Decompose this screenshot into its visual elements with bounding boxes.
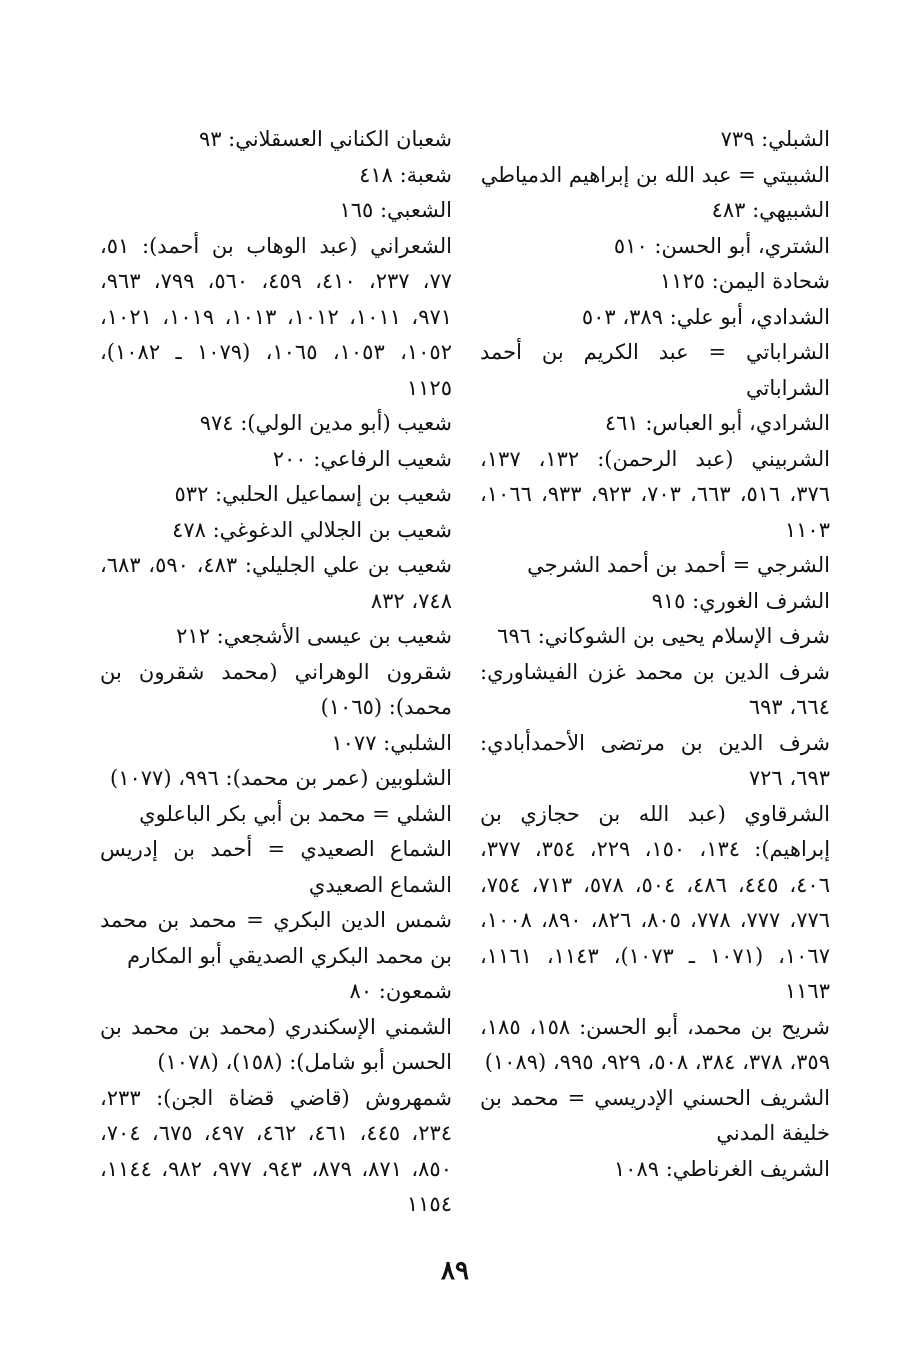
index-entry: شقرون الوهراني (محمد شقرون بن محمد): (١٠٦٥)	[100, 659, 452, 719]
index-entry: الشبلي: ٧٣٩	[720, 127, 830, 151]
index-entry: الشدادي، أبو علي: ٣٨٩، ٥٠٣	[581, 304, 830, 329]
index-entry: الشلبي: ١٠٧٧	[331, 730, 452, 755]
index-entry: شعيب (أبو مدين الولي): ٩٧٤	[199, 411, 452, 435]
index-entry: الشرف الغوري: ٩١٥	[651, 588, 830, 613]
index-entry: الشرادي، أبو العباس: ٤٦١	[604, 411, 830, 435]
index-entry: شرف الإسلام يحيى بن الشوكاني: ٦٩٦	[497, 624, 830, 648]
index-entry: شعيب الرفاعي: ٢٠٠	[272, 446, 452, 471]
index-entry: الشلوبين (عمر بن محمد): ٩٩٦، (١٠٧٧)	[110, 766, 452, 790]
index-entry: الشمني الإسكندري (محمد بن محمد بن الحسن أبو شامل): (١٥٨)، (١٠٧٨)	[100, 1014, 452, 1074]
index-entry: شرف الدين بن محمد غزن الفيشاوري: ٦٦٤، ٦٩٣	[480, 659, 830, 719]
index-column-left	[100, 122, 452, 1223]
index-entry: شعيب بن عيسى الأشجعي: ٢١٢	[176, 624, 452, 648]
index-entry: شعبة: ٤١٨	[359, 162, 452, 187]
index-entry: الشعراني (عبد الوهاب بن أحمد): ٥١، ٧٧، ٢٣٧، ٤١٠، ٤٥٩، ٥٦٠، ٧٩٩، ٩٦٣، ٩٧١، ١٠١١، ١٠١٢، ١٠١٣، ١٠١٩، ١٠٢١، ١٠٥٢، ١٠٥٣، ١٠٦٥، (١٠٧٩ ـ ١٠٨٢)، ١١٢٥	[100, 233, 453, 400]
index-entry: شعيب بن إسماعيل الحلبي: ٥٣٢	[174, 482, 452, 506]
index-entry: شعيب بن علي الجليلي: ٤٨٣، ٥٩٠، ٦٨٣، ٧٤٨، ٨٣٢	[100, 553, 453, 613]
index-entry: الشبيتي = عبد الله بن إبراهيم الدمياطي	[480, 162, 830, 187]
index-entry: شرف الدين بن مرتضى الأحمدأبادي: ٦٩٣، ٧٢٦	[480, 730, 830, 790]
index-entry: الشرجي = أحمد بن أحمد الشرجي	[527, 553, 830, 577]
index-entry: الشربيني (عبد الرحمن): ١٣٢، ١٣٧، ٣٧٦، ٥١٦، ٦٦٣، ٧٠٣، ٩٢٣، ٩٣٣، ١٠٦٦، ١١٠٣	[480, 446, 831, 542]
index-column-right	[480, 122, 830, 1187]
index-entry: الشريف الحسني الإدريسي = محمد بن خليفة المدني	[480, 1085, 830, 1145]
index-entry: شريح بن محمد، أبو الحسن: ١٥٨، ١٨٥، ٣٥٩، ٣٧٨، ٣٨٤، ٥٠٨، ٩٢٩، ٩٩٥، (١٠٨٩)	[480, 1014, 831, 1074]
index-entry: الشماع الصعيدي = أحمد بن إدريس الشماع الصعيدي	[100, 837, 452, 897]
index-entry: شمعون: ٨٠	[349, 979, 452, 1003]
index-entry: الشراباتي = عبد الكريم بن أحمد الشراباتي	[480, 340, 830, 400]
index-entry: الشرقاوي (عبد الله بن حجازي بن إبراهيم): ١٣٤، ١٥٠، ٢٢٩، ٣٥٤، ٣٧٧، ٤٠٦، ٤٤٥، ٤٨٦، ٥٠٤، ٥٧٨، ٧١٣، ٧٥٤، ٧٧٦، ٧٧٧، ٧٧٨، ٨٠٥، ٨٢٦، ٨٩٠، ١٠٠٨، ١٠٦٧، (١٠٧١ ـ ١٠٧٣)، ١١٤٣، ١١٦١، ١١٦٣	[480, 801, 831, 1003]
index-entry: الشعبي: ١٦٥	[339, 198, 452, 222]
index-entry: شمهروش (قاضي قضاة الجن): ٢٣٣، ٢٣٤، ٤٤٥، ٤٦١، ٤٦٢، ٤٩٧، ٦٧٥، ٧٠٤، ٨٥٠، ٨٧١، ٨٧٩، ٩٤٣، ٩٧٧، ٩٨٢، ١١٤٤، ١١٥٤	[100, 1085, 453, 1216]
index-entry: شمس الدين البكري = محمد بن محمد بن محمد البكري الصديقي أبو المكارم	[100, 908, 452, 968]
index-entry: شحادة اليمن: ١١٢٥	[659, 269, 830, 293]
index-entry: شعبان الكناني العسقلاني: ٩٣	[198, 127, 452, 151]
index-entry: شعيب بن الجلالي الدغوغي: ٤٧٨	[172, 517, 452, 542]
index-entry: الشريف الغرناطي: ١٠٨٩	[613, 1156, 830, 1181]
index-entry: الشلي = محمد بن أبي بكر الباعلوي	[139, 801, 452, 826]
index-entry: الشبيهي: ٤٨٣	[711, 198, 830, 222]
index-entry: الشتري، أبو الحسن: ٥١٠	[613, 233, 830, 258]
page-number: ٨٩	[441, 1256, 469, 1286]
